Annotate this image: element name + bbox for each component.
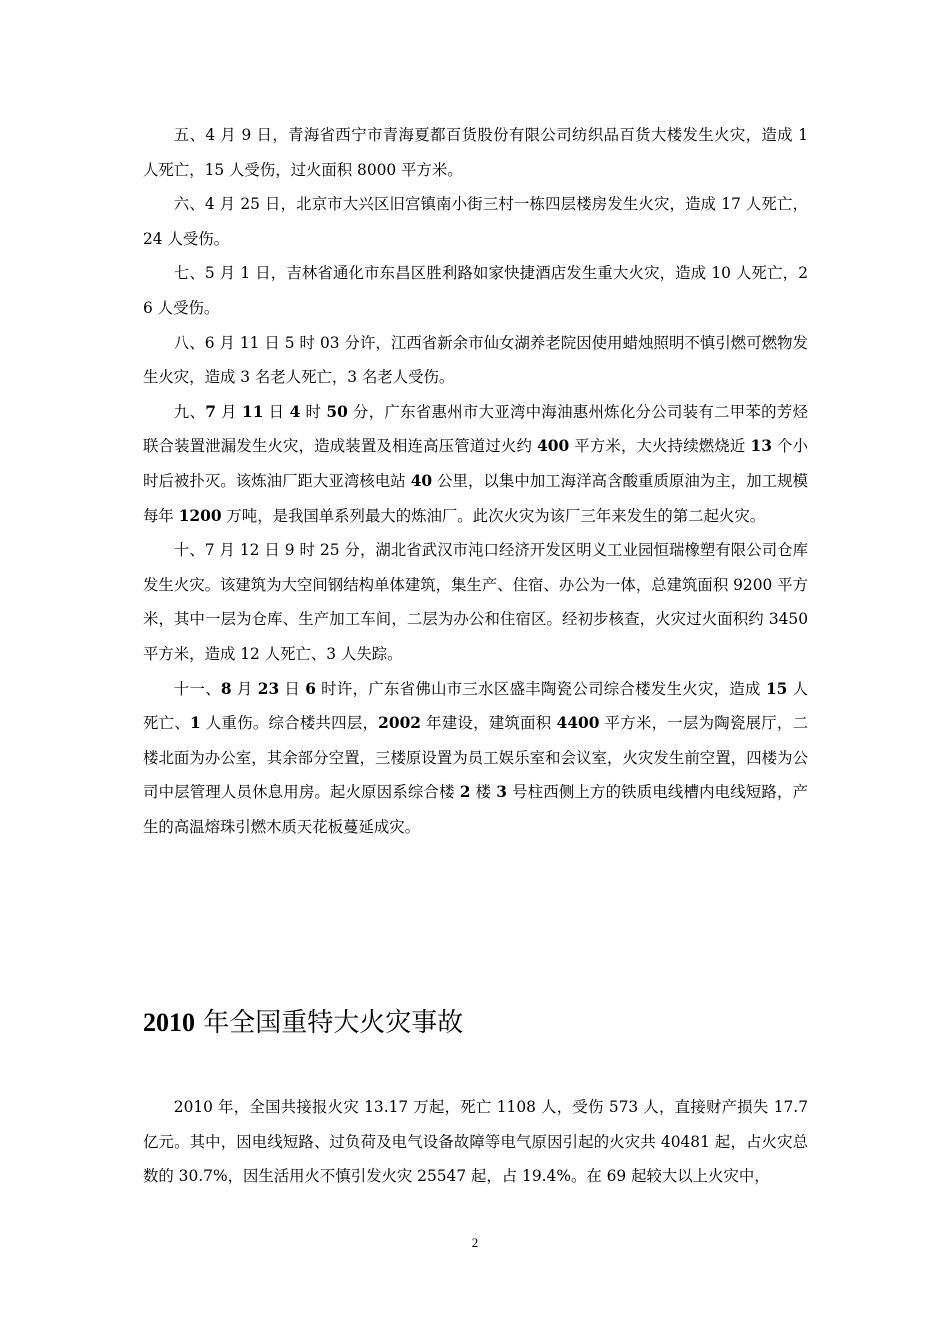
incident-paragraph — [143, 326, 808, 395]
paragraph-text: 月 — [215, 402, 243, 421]
emphasized-number: 11 — [242, 402, 264, 421]
paragraph-text: 分，广东省惠州市大亚湾中海油惠州炼化分公司装有二甲苯的芳烃联合装置泄漏发生火灾，造成装置及相连高压管道过火约 — [143, 402, 808, 456]
section-body — [143, 1090, 808, 1194]
section-heading-text: 年全国重特大火灾事故 — [195, 1008, 464, 1038]
paragraph-text: 人重伤。综合楼共四层， — [200, 714, 379, 733]
paragraph-text: 日 — [279, 679, 306, 698]
emphasized-number: 8 — [220, 679, 232, 698]
paragraph-text: 时许，广东省佛山市三水区盛丰陶瓷公司综合楼发生火灾，造成 — [315, 679, 766, 698]
emphasized-number: 2002 — [378, 714, 422, 733]
paragraph-text: 号柱西侧上方的铁质电线槽内电线短路，产生的高温熔珠引燃木质天花板蔓延成灾。 — [143, 783, 808, 836]
emphasized-number: 2 — [459, 783, 471, 802]
paragraph-text: 2010 年，全国共接报火灾 13.17 万起，死亡 1108 人，受伤 573 人，直接财产损失 17.7 亿元。其中，因电线短路、过负荷及电气设备故障等电气原因引起的火灾共 40481 起，占火灾总数的 30.7%，因生活用火不慎引发火灾 25547 起，占 19.4%。在 69 起较大以上火灾中， — [143, 1098, 808, 1186]
incident-paragraph — [143, 395, 808, 533]
fire-incident-list — [143, 118, 808, 844]
emphasized-number: 6 — [305, 679, 316, 698]
paragraph-text: 九、 — [173, 402, 206, 421]
incident-paragraph — [143, 187, 808, 256]
emphasized-number: 15 — [765, 679, 788, 698]
emphasized-number: 3 — [496, 783, 507, 802]
paragraph-text: 五、4 月 9 日，青海省西宁市青海夏都百货股份有限公司纺织品百货大楼发生火灾，造成 1 人死亡，15 人受伤，过火面积 8000 平方米。 — [143, 126, 808, 179]
emphasized-number: 7 — [205, 402, 216, 421]
section-heading-year: 2010 — [143, 1008, 195, 1037]
paragraph-text: 六、4 月 25 日，北京市大兴区旧宫镇南小街三村一栋四层楼房发生火灾，造成 17 人死亡，24 人受伤。 — [143, 195, 808, 248]
incident-paragraph — [143, 118, 808, 187]
paragraph-text: 个小时后被扑灭。该炼油厂距大亚湾核电站 — [143, 437, 808, 490]
paragraph-text: 年建设，建筑面积 — [421, 714, 557, 733]
emphasized-number: 50 — [326, 402, 348, 421]
paragraph-text: 时 — [300, 402, 327, 421]
paragraph-text: 十一、 — [173, 679, 221, 698]
paragraph-text: 万吨，是我国单系列最大的炼油厂。此次火灾为该厂三年来发生的第二起火灾。 — [221, 506, 766, 525]
section-heading — [143, 1003, 463, 1043]
page-number: 2 — [471, 1235, 479, 1250]
emphasized-number: 400 — [537, 437, 570, 456]
emphasized-number: 1200 — [178, 506, 222, 525]
section-paragraph — [143, 1090, 808, 1194]
paragraph-text: 月 — [231, 679, 258, 698]
paragraph-text: 公里，以集中加工海洋高含酸重质原油为主，加工规模每年 — [143, 471, 808, 525]
paragraph-text: 日 — [263, 402, 290, 421]
emphasized-number: 1 — [190, 714, 201, 733]
emphasized-number: 4400 — [556, 714, 600, 733]
paragraph-text: 平方米，一层为陶瓷展厅，二楼北面为办公室，其余部分空置，三楼原设置为员工娱乐室和会议室，火灾发生前空置，四楼为公司中层管理人员休息用房。起火原因系综合楼 — [143, 714, 808, 802]
emphasized-number: 4 — [289, 402, 301, 421]
incident-paragraph — [143, 533, 808, 671]
incident-paragraph — [143, 256, 808, 325]
emphasized-number: 13 — [750, 437, 772, 456]
paragraph-text: 平方米，大火持续燃烧近 — [569, 437, 751, 456]
paragraph-text: 十、7 月 12 日 9 时 25 分，湖北省武汉市沌口经济开发区明义工业园恒瑞橡塑有限公司仓库发生火灾。该建筑为大空间钢结构单体建筑，集生产、住宿、办公为一体，总建筑面积 9200 平方米，其中一层为仓库、生产加工车间，二层为办公和住宿区。经初步核查，火灾过火面积约 3450 平方米，造成 12 人死亡、3 人失踪。 — [143, 541, 808, 663]
emphasized-number: 40 — [410, 471, 433, 490]
paragraph-text: 人死亡、 — [143, 679, 808, 733]
paragraph-text: 七、5 月 1 日，吉林省通化市东昌区胜利路如家快捷酒店发生重大火灾，造成 10 人死亡，26 人受伤。 — [143, 264, 808, 317]
paragraph-text: 八、6 月 11 日 5 时 03 分许，江西省新余市仙女湖养老院因使用蜡烛照明不慎引燃可燃物发生火灾，造成 3 名老人死亡，3 名老人受伤。 — [143, 333, 808, 387]
paragraph-text: 楼 — [470, 783, 497, 802]
incident-paragraph — [143, 672, 808, 845]
emphasized-number: 23 — [257, 679, 280, 698]
